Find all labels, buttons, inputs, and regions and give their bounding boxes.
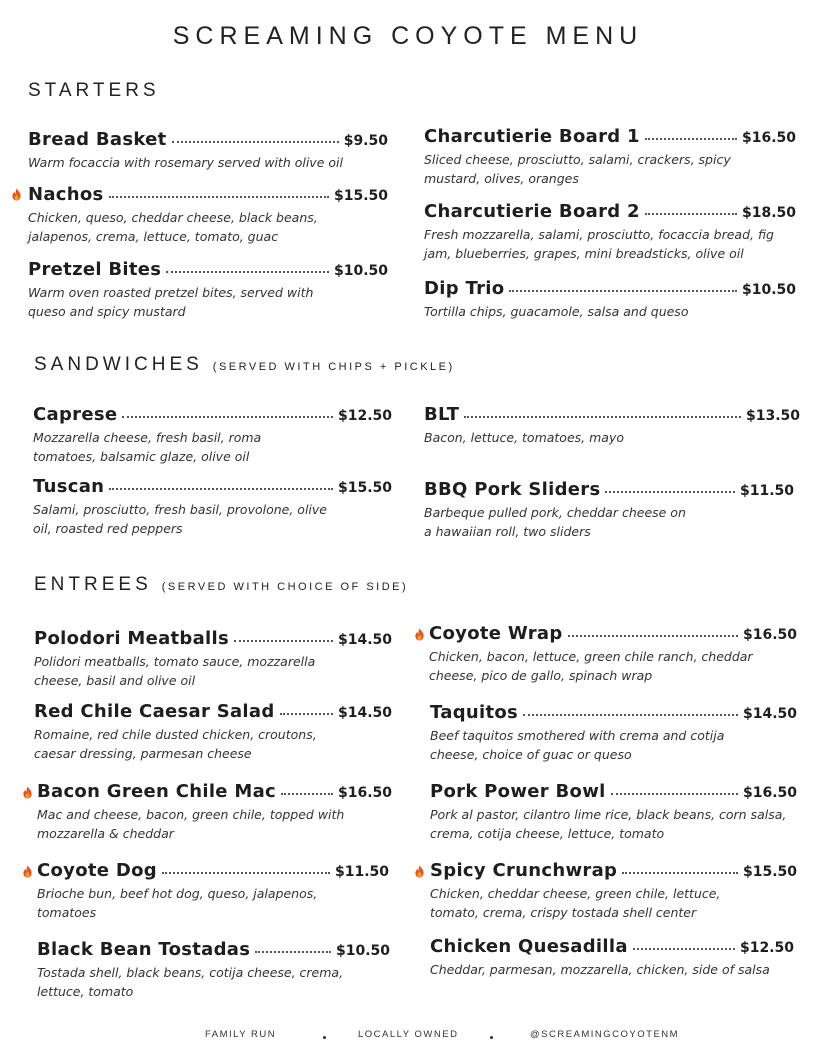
dot-leader: [523, 714, 738, 716]
item-name: BBQ Pork Sliders: [424, 479, 601, 500]
item-name: Nachos: [28, 184, 104, 205]
dot-leader: [509, 290, 737, 292]
menu-item-bbq-pork-sliders: [424, 479, 794, 541]
menu-item-taquitos: [430, 702, 797, 764]
menu-item-charcuterie-board-2: [424, 201, 796, 263]
item-name: Coyote Dog: [37, 860, 157, 881]
item-price: $13.50: [745, 408, 800, 424]
menu-item-black-bean-tostadas: [37, 939, 390, 1001]
section-entrees: [34, 574, 408, 596]
menu-item-bread-basket: [28, 129, 388, 172]
item-price: $15.50: [742, 864, 797, 880]
dot-leader: [122, 416, 333, 418]
dot-leader: [172, 141, 339, 143]
menu-item-spicy-crunchwrap: [430, 860, 797, 922]
section-note: (SERVED WITH CHOICE OF SIDE): [161, 581, 409, 593]
menu-item-charcuterie-board-1: [424, 126, 796, 188]
menu-item-red-chile-caesar-salad: [34, 701, 392, 763]
menu-item-caprese: [33, 404, 392, 466]
item-name: Charcutierie Board 1: [424, 126, 640, 147]
item-description: Mac and cheese, bacon, green chile, topped with mozzarella & cheddar: [37, 807, 345, 841]
dot-leader: [633, 948, 735, 950]
item-description: Salami, prosciutto, fresh basil, provolone, olive oil, roasted red peppers: [33, 502, 327, 536]
footer-locally-owned: LOCALLY OWNED: [358, 1029, 459, 1040]
item-description: Chicken, queso, cheddar cheese, black beans, jalapenos, crema, lettuce, tomato, guac: [28, 210, 318, 244]
dot-leader: [611, 793, 738, 795]
item-price: $14.50: [742, 706, 797, 722]
item-name: Polodori Meatballs: [34, 628, 230, 649]
dot-leader: [645, 213, 737, 215]
item-name: Charcutierie Board 2: [424, 201, 640, 222]
item-name: Pork Power Bowl: [430, 781, 606, 802]
dot-leader: [645, 138, 737, 140]
item-description: Bacon, lettuce, tomatoes, mayo: [424, 430, 624, 445]
menu-item-dip-trio: [424, 278, 796, 321]
item-price: $10.50: [333, 263, 388, 279]
item-description: Warm oven roasted pretzel bites, served with queso and spicy mustard: [28, 285, 314, 319]
item-price: $18.50: [741, 205, 796, 221]
flame-icon: [414, 865, 425, 878]
item-name: Red Chile Caesar Salad: [34, 701, 275, 722]
dot-leader: [109, 196, 329, 198]
section-title: ENTREES: [34, 574, 152, 595]
dot-leader: [281, 793, 333, 795]
footer-social-handle[interactable]: @SCREAMINGCOYOTENM: [530, 1029, 680, 1040]
dot-leader: [234, 640, 333, 642]
item-price: $16.50: [742, 785, 797, 801]
section-starters: [28, 80, 160, 102]
dot-leader: [568, 635, 738, 637]
item-description: Beef taquitos smothered with crema and cotija cheese, choice of guac or queso: [430, 728, 725, 762]
flame-icon: [414, 628, 425, 641]
item-name: Spicy Crunchwrap: [430, 860, 618, 881]
section-title: STARTERS: [28, 80, 160, 101]
item-description: Barbeque pulled pork, cheddar cheese on a hawaiian roll, two sliders: [424, 505, 686, 539]
item-price: $12.50: [337, 408, 392, 424]
menu-item-coyote-dog: [37, 860, 389, 922]
item-name: Coyote Wrap: [429, 623, 563, 644]
dot-leader: [464, 416, 741, 418]
item-name: Dip Trio: [424, 278, 505, 299]
menu-item-coyote-wrap: [429, 623, 797, 685]
item-name: Black Bean Tostadas: [37, 939, 251, 960]
item-price: $15.50: [333, 188, 388, 204]
flame-icon: [22, 865, 33, 878]
footer-separator: [490, 1036, 493, 1039]
item-price: $9.50: [343, 133, 388, 149]
item-description: Tostada shell, black beans, cotija cheese, crema, lettuce, tomato: [37, 965, 344, 999]
item-description: Polidori meatballs, tomato sauce, mozzarella cheese, basil and olive oil: [34, 654, 316, 688]
dot-leader: [622, 872, 738, 874]
item-description: Sliced cheese, prosciutto, salami, crackers, spicy mustard, olives, oranges: [424, 152, 731, 186]
item-price: $14.50: [337, 632, 392, 648]
section-title: SANDWICHES: [34, 354, 203, 375]
item-price: $15.50: [337, 480, 392, 496]
item-description: Tortilla chips, guacamole, salsa and queso: [424, 304, 689, 319]
menu-title: SCREAMING COYOTE MENU: [172, 22, 644, 50]
item-name: Taquitos: [430, 702, 519, 723]
item-name: Chicken Quesadilla: [430, 936, 628, 957]
item-description: Warm focaccia with rosemary served with olive oil: [28, 155, 343, 170]
item-price: $10.50: [741, 282, 796, 298]
item-description: Romaine, red chile dusted chicken, croutons, caesar dressing, parmesan cheese: [34, 727, 317, 761]
dot-leader: [109, 488, 333, 490]
section-sandwiches: [34, 354, 455, 376]
item-name: Pretzel Bites: [28, 259, 162, 280]
footer-separator: [323, 1036, 326, 1039]
dot-leader: [280, 713, 333, 715]
item-price: $16.50: [742, 627, 797, 643]
item-price: $11.50: [739, 483, 794, 499]
menu-item-pretzel-bites: [28, 259, 388, 321]
item-name: Caprese: [33, 404, 118, 425]
item-description: Fresh mozzarella, salami, prosciutto, focaccia bread, fig jam, blueberries, grapes, mini breadsticks, olive oil: [424, 227, 774, 261]
item-description: Chicken, cheddar cheese, green chile, lettuce, tomato, crema, crispy tostada shell center: [430, 886, 721, 920]
menu-item-pork-power-bowl: [430, 781, 797, 843]
menu-item-tuscan: [33, 476, 392, 538]
item-price: $16.50: [337, 785, 392, 801]
item-description: Brioche bun, beef hot dog, queso, jalapenos, tomatoes: [37, 886, 318, 920]
item-price: $12.50: [739, 940, 794, 956]
menu-item-chicken-quesadilla: [430, 936, 794, 979]
item-price: $11.50: [334, 864, 389, 880]
dot-leader: [255, 951, 331, 953]
item-name: Bacon Green Chile Mac: [37, 781, 276, 802]
dot-leader: [166, 271, 329, 273]
item-description: Mozzarella cheese, fresh basil, roma tomatoes, balsamic glaze, olive oil: [33, 430, 262, 464]
footer-family-run: FAMILY RUN: [205, 1029, 277, 1040]
item-price: $16.50: [741, 130, 796, 146]
item-description: Chicken, bacon, lettuce, green chile ranch, cheddar cheese, pico de gallo, spinach wrap: [429, 649, 753, 683]
menu-item-bacon-green-chile-mac: [37, 781, 392, 843]
menu-item-polodori-meatballs: [34, 628, 392, 690]
item-name: Bread Basket: [28, 129, 167, 150]
dot-leader: [162, 872, 330, 874]
item-price: $14.50: [337, 705, 392, 721]
section-note: (SERVED WITH CHIPS + PICKLE): [212, 361, 455, 373]
item-description: Pork al pastor, cilantro lime rice, black beans, corn salsa, crema, cotija cheese, lettuce, tomato: [430, 807, 787, 841]
flame-icon: [22, 786, 33, 799]
item-price: $10.50: [335, 943, 390, 959]
item-description: Cheddar, parmesan, mozzarella, chicken, side of salsa: [430, 962, 770, 977]
item-name: BLT: [424, 404, 460, 425]
menu-item-blt: [424, 404, 800, 447]
item-name: Tuscan: [33, 476, 105, 497]
flame-icon: [11, 188, 22, 201]
dot-leader: [605, 491, 735, 493]
menu-item-nachos: [28, 184, 388, 246]
